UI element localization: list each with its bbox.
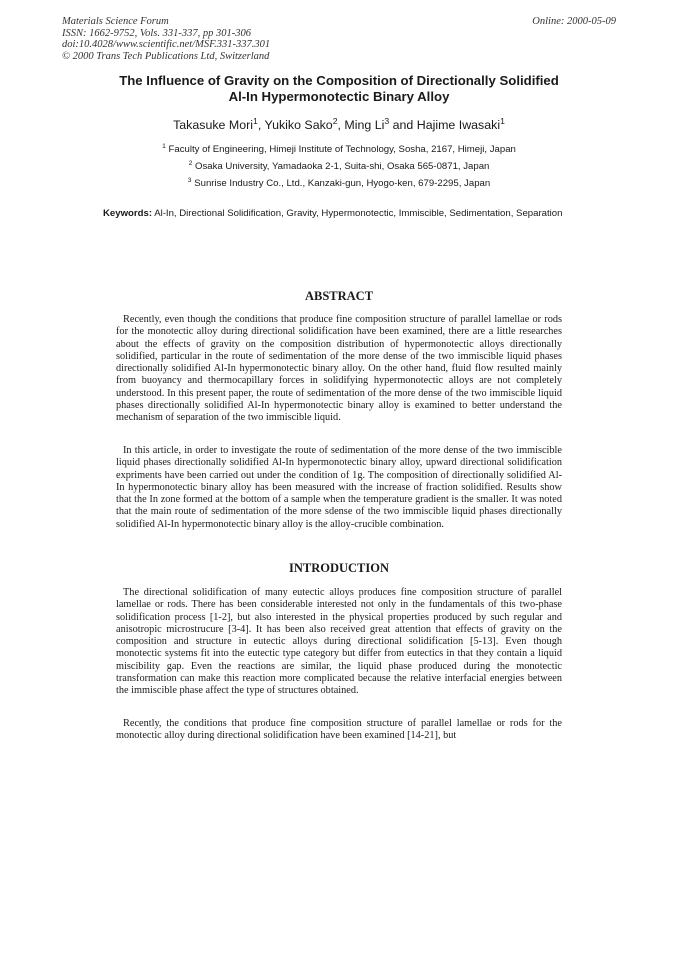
keywords-label: Keywords: xyxy=(103,208,153,219)
author: Takasuke Mori$^1$ xyxy=(173,115,258,132)
affiliation-list xyxy=(62,141,616,192)
copyright-line: © 2000 Trans Tech Publications Ltd, Switzerland xyxy=(62,50,270,62)
affiliation: $^3$ Sunrise Industry Co., Ltd., Kanzaki-gun, Hyogo-ken, 679-2295, Japan xyxy=(187,176,491,189)
author-list: Takasuke Mori$^1$, Yukiko Sako$^2$, Ming Li$^3$ and Hajime Iwasaki$^1$ xyxy=(173,115,505,132)
introduction-heading: INTRODUCTION xyxy=(288,561,389,575)
title-line-2: Al-In Hypermonotectic Binary Alloy xyxy=(228,89,450,104)
issn-line: ISSN: 1662-9752, Vols. 331-337, pp 301-306 xyxy=(62,27,251,39)
introduction-paragraph-1: The directional solidification of many eutectic alloys produces fine composition structure of parallel lamellae or rods. There has been considerable interested not only in the fundamentals of this two-phase solidification process [1-2], but also interested in the physical properties produced by such regular and anisotropic microstrucure [3-4]. It has been also received great attention that effects of gravity on the composition and structure in eutectic alloys during directional solidification [5-13]. Even though monotectic systems fit into the eutectic type category but differ from eutectics in that they contain a liquid miscibility gap. Even the reactions are similar, the liquid phase produced during the monotectic transformation can make this reaction more complicated because the relative interfacial energies between the immiscible phase affect the type of structures obtained. xyxy=(116,587,562,697)
title-line-1: The Influence of Gravity on the Composition of Directionally Solidified xyxy=(119,73,559,88)
author: Yukiko Sako$^2$ xyxy=(264,115,338,132)
abstract-paragraph-1: Recently, even though the conditions that produce fine composition structure of parallel lamellae or rods for the monotectic alloy during directional solidification have been examined, there are a little researches about the effects of gravity on the composition distribution of hypermonotectic alloys directionally solidified, particular in the route of sedimentation of the more dense of the two immiscible liquid phases directionally solidified Al-In hypermonotectic binary alloy. On the other hand, fluid flow resulted mainly from buoyancy and thermocapillary forces in solidifying hypermonotectic alloys are not completely understood. In this present paper, the route of sedimentation of the more dense of the two immiscible liquid phases directionally solidified Al-In hypermonotectic binary alloy is examined to better understand the mechanism of separation of the two immiscible liquid. xyxy=(116,314,562,424)
abstract-paragraph-2: In this article, in order to investigate the route of sedimentation of the more dense of the two immiscible liquid phases directionally solidified Al-In hypermonotectic binary alloy, upward directional solidification expriments have been carried out under the condition of 1g. The composition of directionally solidified Al-In hypermonotectic binary alloy has been measured with the increase of fraction solidified. Results show that the In zone formed at the bottom of a sample when the temperature gradient is the smaller. It was noted that the main route of sedimentation of the more sdense of the two immiscible liquid phases directionally solidified Al-In hypermonotectic binary alloy is the alloy-crucible combination. xyxy=(116,445,562,530)
keywords-text: Al-In, Directional Solidification, Gravity, Hypermonotectic, Immiscible, Sedimentation, Separation xyxy=(154,208,563,219)
online-date: Online: 2000-05-09 xyxy=(532,16,616,27)
introduction-paragraph-2: Recently, the conditions that produce fine composition structure of parallel lamellae or rods for the monotectic alloy during directional solidification have been examined [14-21], but xyxy=(116,718,562,742)
affiliation: $^1$ Faculty of Engineering, Himeji Institute of Technology, Sosha, 2167, Himeji, Japan xyxy=(162,142,516,155)
journal-header xyxy=(62,16,270,62)
doi-line[interactable]: doi:10.4028/www.scientific.net/MSF.331-337.301 xyxy=(62,39,271,51)
abstract-heading: ABSTRACT xyxy=(304,289,374,303)
affiliation: $^2$ Osaka University, Yamadaoka 2-1, Suita-shi, Osaka 565-0871, Japan xyxy=(188,159,490,172)
paper-title xyxy=(62,73,616,105)
journal-name: Materials Science Forum xyxy=(62,16,169,27)
author: Hajime Iwasaki$^1$ xyxy=(416,115,505,132)
author: Ming Li$^3$ xyxy=(344,115,390,132)
keywords xyxy=(103,208,573,221)
